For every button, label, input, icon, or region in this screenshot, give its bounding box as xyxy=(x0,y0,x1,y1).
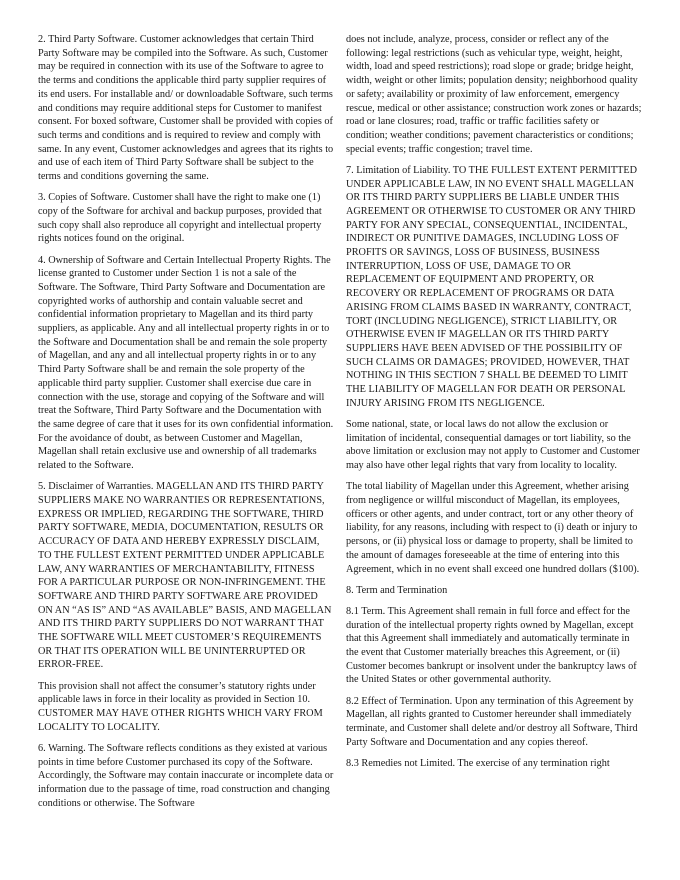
local-laws-paragraph: Some national, state, or local laws do not allow the exclusion or limitation of incidental, consequential damages or tort liability, so the above limitation or exclusion may not apply to Customer and Customer may also have other legal rights that vary from locality to locality. xyxy=(346,418,640,472)
section-5-disclaimer-of-warranties: 5. Disclaimer of Warranties. MAGELLAN AND ITS THIRD PARTY SUPPLIERS MAKE NO WARRANTIES OR REPRESENTATIONS, EXPRESS OR IMPLIED, REGARDING THE SOFTWARE, THIRD PARTY SOFTWARE, MEDIA, DOCUMENTATION, RESULTS OR ACCURACY OF DATA AND HEREBY EXPRESSLY DISCLAIM, TO THE FULLEST EXTENT PERMITTED UNDER APPLICABLE LAW, ANY WARRANTIES OF MERCHANTABILITY, FITNESS FOR A PARTICULAR PURPOSE OR NON-INFRINGEMENT. THE SOFTWARE AND THIRD PARTY SOFTWARE ARE PROVIDED ON AN “AS IS” AND “AS AVAILABLE” BASIS, AND MAGELLAN AND ITS THIRD PARTY SUPPLIERS DO NOT WARRANT THAT THE SOFTWARE WILL MEET CUSTOMER’S REQUIREMENTS OR THAT ITS OPERATION WILL BE UNINTERRUPTED OR ERROR-FREE. xyxy=(38,481,332,671)
section-8-2-effect-of-termination: 8.2 Effect of Termination. Upon any termination of this Agreement by Magellan, all rights granted to Customer hereunder shall immediately terminate, and Customer shall delete and/or destroy all Software, Third Party Software and Documentation and any copies thereof. xyxy=(346,695,638,748)
total-liability-paragraph: The total liability of Magellan under this Agreement, whether arising from negligence or willful misconduct of Magellan, its employees, officers or other agents, and under contract, tort or any other theory of liability, for any reasons, including with respect to (i) death or injury to persons, or (ii) physical loss or damage to property, shall be limited to the amount of damages foreseeable at the time of entering into this Agreement, which in no event shall exceed one hundred dollars ($100). xyxy=(346,481,640,575)
section-2-third-party-software: 2. Third Party Software. Customer acknowledges that certain Third Party Software may be compiled into the Software. As such, Customer may be required in connection with its use of the Software to agree to the terms and conditions the applicable third party supplier requires of its end users. For installable and/ or downloadable Software, such terms and conditions may require additional steps for Customer to manifest consent. For boxed software, Customer shall be provided with copies of such terms and conditions and is required to review and comply with same. In any event, Customer acknowledges and agrees that its rights to and use of each item of Third Party Software shall be subject to the terms and conditions governing the same. xyxy=(38,34,334,183)
section-7-limitation-of-liability: 7. Limitation of Liability. TO THE FULLEST EXTENT PERMITTED UNDER APPLICABLE LAW, IN NO EVENT SHALL MAGELLAN OR ITS THIRD PARTY SUPPLIERS BE LIABLE UNDER THIS AGREEMENT OR OTHERWISE TO CUSTOMER OR ANY THIRD PARTY FOR ANY SPECIAL, CONSEQUENTIAL, INCIDENTAL, INDIRECT OR PUNITIVE DAMAGES, INCLUDING LOSS OF PROFITS OR SAVINGS, LOSS OF BUSINESS, BUSINESS INTERRUPTION, LOSS OF USE, DAMAGE TO OR REPLACEMENT OF EQUIPMENT AND PROPERTY, OR RECOVERY OR REPLACEMENT OF PROGRAMS OR DATA ARISING FROM CLAIMS BASED IN WARRANTY, CONTRACT, TORT (INCLUDING NEGLIGENCE), STRICT LIABILITY, OR OTHERWISE EVEN IF MAGELLAN OR ITS THIRD PARTY SUPPLIERS HAVE BEEN ADVISED OF THE POSSIBILITY OF SUCH CLAIMS OR DAMAGES; PROVIDED, HOWEVER, THAT NOTHING IN THIS SECTION 7 SHALL BE DEEMED TO LIMIT THE LIABILITY OF MAGELLAN FOR DEATH OR PERSONAL INJURY ARISING FROM ITS NEGLIGENCE. xyxy=(346,164,638,409)
section-3-copies-of-software: 3. Copies of Software. Customer shall have the right to make one (1) copy of the Software for archival and backup purposes, provided that such copy shall also reproduce all copyright and intellectual property rights notices found on the original. xyxy=(38,192,322,245)
section-8-heading: 8. Term and Termination xyxy=(346,584,448,596)
statutory-rights-paragraph: This provision shall not affect the consumer’s statutory rights under applicable laws in force in their locality as provided in Section 10. CUSTOMER MAY HAVE OTHER RIGHTS WHICH VARY FROM LOCALITY TO LOCALITY. xyxy=(38,680,323,733)
section-6-warning: 6. Warning. The Software reflects conditions as they existed at various points in time before Customer purchased its copy of the Software. Accordingly, the Software may contain inaccurate or incomplete data or information due to the passage of time, road construction and changing conditions or otherwise. The Software xyxy=(38,742,334,809)
section-8-3-remedies-not-limited: 8.3 Remedies not Limited. The exercise of any termination right xyxy=(346,757,610,769)
right-column xyxy=(346,33,642,778)
section-4-ownership: 4. Ownership of Software and Certain Intellectual Property Rights. The license granted to Customer under Section 1 is not a sale of the Software. The Software, Third Party Software and Documentation are copyrighted works of authorship and contain valuable secret and confidential information proprietary to Magellan and its third party suppliers, as applicable. Any and all intellectual property rights in or to the Software and Documentation shall be and remain the sole property of Magellan, and any and all intellectual property rights in or to any Third Party Software shall be and remain the sole property of the applicable third party supplier. Customer shall exercise due care in connection with the use, storage and copying of the Software and will treat the Software, Third Party Software and the Documentation with the same degree of care that it uses for its own confidential information. For the avoidance of doubt, as between Customer and Magellan, Magellan shall retain exclusive use and ownership of all trademarks related to the Software. xyxy=(38,254,334,472)
section-6-warning-continued: does not include, analyze, process, consider or reflect any of the following: legal restrictions (such as vehicular type, weight, height, width, load and speed restrictions); road slope or grade; bridge height, width, weight or other limits; population density; neighborhood quality or safety; availability or proximity of law enforcement, emergency rescue, medical or other assistance; construction work zones or hazards; road or lane closures; road, traffic or traffic facilities safety or condition; weather conditions; pavement characteristics or conditions; special events; traffic congestion; travel time. xyxy=(346,34,642,155)
section-8-1-term: 8.1 Term. This Agreement shall remain in full force and effect for the duration of the intellectual property rights owned by Magellan, except that this Agreement shall immediately and automatically terminate in the event that Customer materially breaches this Agreement, or (ii) Customer becomes bankrupt or insolvent under the bankruptcy laws of the United States or other governmental authority. xyxy=(346,605,637,686)
left-column xyxy=(38,33,334,818)
